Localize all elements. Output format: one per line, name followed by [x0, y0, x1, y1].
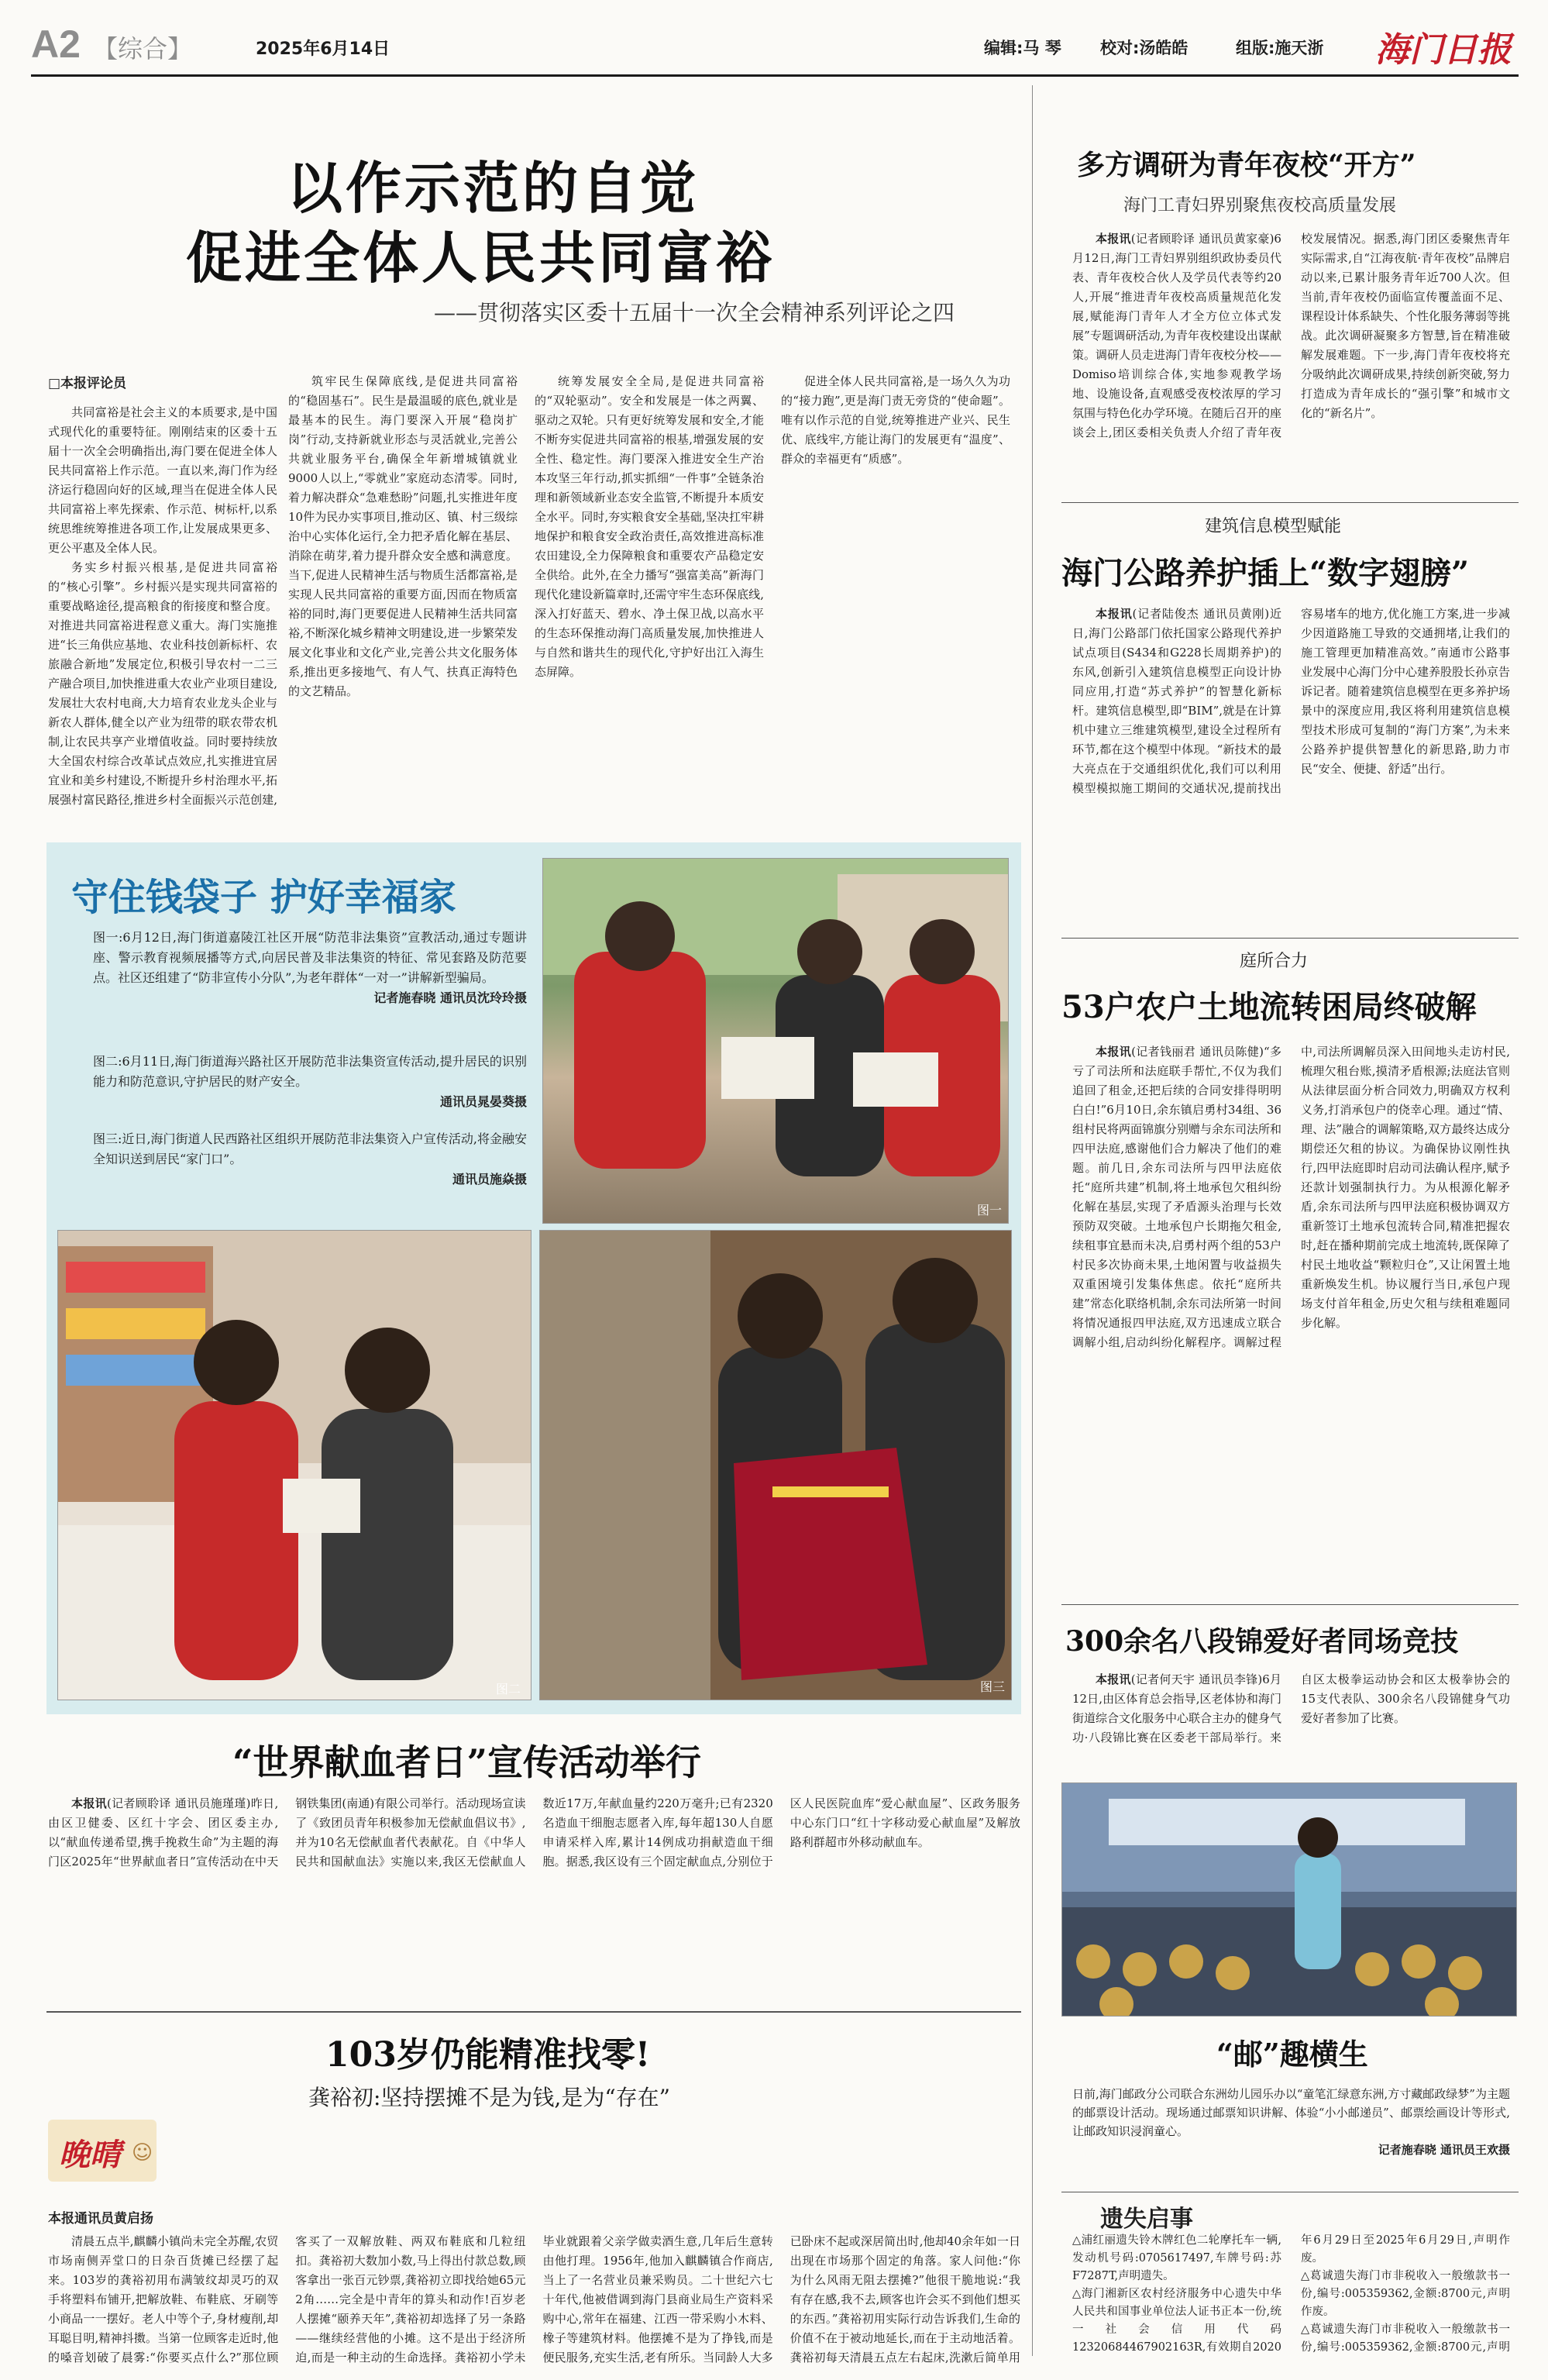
photo-label: 图三: [979, 1679, 1005, 1694]
post-photo-illustration: [1062, 1783, 1516, 2016]
post-photo: [1061, 1782, 1517, 2017]
editorial-title-line2: 促进全体人民共同富裕: [186, 225, 776, 291]
youth-subtitle: 海门工青妇界别聚焦夜校高质量发展: [1123, 196, 1397, 215]
editor-credit: 编辑:马 琴: [984, 39, 1061, 57]
article-text: (记者陆俊杰 通讯员黄刚)近日,海门公路部门依托国家公路现代养护试点项目(S434和G228长周期养护)的东风,创新引入建筑信息模型正向设计协同应用,打造“苏式养护”的智慧化新标杆。建筑信息模型,即“BIM”,就是在计算机中建立三维建筑模型,建设全过程所有环节,都在这个模型中体现。“新技术的最大亮点在于交通组织优化,我们可以利用模型模拟施工期间的交通状况,提前找出容易堵车的地方,优化施工方案,进一步减少因道路施工导致的交通拥堵,让我们的施工管理更加精准高效。”南通市公路事业发展中心海门分中心建养股股长孙京告诉记者。随着建筑信息模型在更多养护场景中的深度应用,我区将利用建筑信息模型技术形成可复制的“海门方案”,为未来公路养护提供智慧化的新思路,助力市民“安全、便捷、舒适”出行。: [1072, 607, 1510, 795]
page-number: A2: [31, 22, 81, 66]
highway-kicker: 建筑信息模型赋能: [1205, 517, 1342, 536]
youth-body: [1072, 229, 1510, 477]
elder-byline: 本报通讯员黄启扬: [48, 2211, 153, 2227]
proofreader-credit: 校对:汤皓皓: [1100, 39, 1189, 57]
editorial-subtitle: ——贯彻落实区委十五届十一次全会精神系列评论之四: [434, 300, 955, 325]
elder-subtitle: 龚裕初:坚持摆摊不是为钱,是为“存在”: [308, 2085, 670, 2110]
editorial-column-2: [288, 372, 518, 806]
caption-credit: 通讯员施焱摄: [452, 1172, 527, 1187]
layout-credit: 组版:施天浙: [1236, 39, 1324, 57]
editorial-byline: □本报评论员: [48, 376, 127, 391]
blood-paragraph: [48, 1794, 1020, 1872]
highway-rule: [1061, 938, 1519, 939]
editorial-column-3: [535, 372, 764, 806]
post-title: “邮”趣横生: [1216, 2037, 1368, 2072]
feature-panel: [46, 842, 1021, 1714]
article-text: (记者何天宇 通讯员李锋)6月12日,由区体育总会指导,区老体协和海门街道综合文化服务中心联合主办的健身气功·八段锦比赛在区委老干部局举行。来自区太极拳运动协会和区太极拳协会的15支代表队、300余名八段锦健身气功爱好者参加了比赛。: [1072, 1672, 1510, 1745]
caption-text: 图三:近日,海门街道人民西路社区组织开展防范非法集资入户宣传活动,将金融安全知识送到居民“家门口”。: [93, 1131, 527, 1166]
land-paragraph: [1072, 1042, 1510, 1352]
blood-rule: [46, 2011, 1021, 2013]
editorial-paragraph: 筑牢民生保障底线,是促进共同富裕的“稳固基石”。民生是最温暖的底色,就业是最基本的民生。海门要深入开展“稳岗扩岗”行动,支持新就业形态与灵活就业,完善公共就业服务平台,确保全年新增城镇就业9000人以上,“零就业”家庭动态清零。同时,着力解决群众“急难愁盼”问题,扎实推进年度10件为民办实事项目,推动区、镇、村三级综治中心实体化运行,全力把矛盾化解在基层、消除在萌芽,着力提升群众安全感和满意度。当下,促进人民精神生活与物质生活都富裕,是实现人民共同富裕的重要方面,因而在物质富裕的同时,海门更要促进人民精神生活共同富裕,不断深化城乡精神文明建设,进一步繁荣发展文化事业和文化产业,完善公共文化服务体系,推出更多接地气、有人气、扶真正海特色的文艺精品。: [288, 374, 518, 698]
elder-couple-icon: ☺: [132, 2141, 153, 2165]
issue-date: 2025年6月14日: [256, 40, 390, 59]
editorial-column-1: [48, 403, 277, 806]
editorial-paragraph: 统筹发展安全全局,是促进共同富裕的“双轮驱动”。安全和发展是一体之两翼、驱动之双轮。只有更好统筹发展和安全,才能不断夯实促进共同富裕的根基,增强发展的安全性、稳定性。海门要深入推进安全生产治本攻坚三年行动,抓实抓细“一件事”全链条治理和新领域新业态安全监管,不断提升本质安全水平。同时,夯实粮食安全基础,坚决扛牢耕地保护和粮食安全政治责任,高效推进高标准农田建设,全力保障粮食和重要农产品稳定安全供给。此外,在全力播写“强富美高”新海门现代化建设新篇章时,还需守牢生态环保底线,深入打好蓝天、碧水、净土保卫战,以高水平的生态环保推动海门高质量发展,加快推进人与自然和谐共生的现代化,守护好出江入海生态屏障。: [535, 374, 764, 679]
caption-credit: 通讯员晁晏葵摄: [439, 1094, 527, 1109]
dance-title: 300余名八段锦爱好者同场竞技: [1065, 1625, 1459, 1658]
elder-body: [48, 2232, 1020, 2370]
photo-3: [539, 1230, 1012, 1700]
notice-item: △浦红丽遗失铃木牌红色二轮摩托车一辆,发动机号码:0705617497,车牌号码:苏F7287T,声明遗失。: [1072, 2234, 1281, 2282]
highway-title: 海门公路养护插上“数字翅膀”: [1061, 555, 1470, 591]
youth-rule: [1061, 502, 1519, 503]
blood-body: [48, 1794, 1020, 1996]
highway-body: [1072, 604, 1510, 922]
caption-text: 图一:6月12日,海门街道嘉陵江社区开展“防范非法集资”宣教活动,通过专题讲座、警示教育视频展播等方式,向居民普及非法集资的特征、常见套路及防范要点。社区还组建了“防非宣传小分队”,为老年群体“一对一”讲解新型骗局。: [93, 930, 527, 985]
column-logo: [48, 2120, 157, 2182]
paper-logo: 海门日报: [1375, 30, 1512, 70]
lead-tag: 本报讯: [1096, 1045, 1132, 1059]
elder-paragraph: 清晨五点半,麒麟小镇尚未完全苏醒,农贸市场南侧弄堂口的日杂百货摊已经摆了起来。103岁的龚裕初用布满皱纹却灵巧的双手将塑料布铺开,把解放鞋、布鞋底、牙刷等小商品一一摆好。老人中等个子,身材瘦削,却耳聪目明,精神抖擞。当第一位顾客走近时,他的嗓音划破了晨雾:“你要买点什么?”那位顾客买了一双解放鞋、两双布鞋底和几粒纽扣。龚裕初大数加小数,马上得出付款总数,顾客拿出一张百元钞票,龚裕初立即找给她65元2角……完全是中青年的算头和动作!百岁老人摆摊“颐养天年”,龚裕初却选择了另一条路——继续经营他的小摊。这不是出于经济所迫,而是一种主动的生命选择。龚裕初小学未毕业就跟着父亲学做卖酒生意,几年后生意转由他打理。1956年,他加入麒麟镇合作商店,当上了一名营业员兼采购员。二十世纪六七十年代,他被借调到海门县商业局生产资料采购中心,常年在福建、江西一带采购小木料、橡子等建筑材料。他摆摊不是为了挣钱,而是便民服务,充实生活,老有所乐。当同龄人大多已卧床不起或深居简出时,他却40余年如一日出现在市场那个固定的角落。家人问他:“你为什么风雨无阻去摆摊?”他很干脆地说:“我有存在感,我不去,顾客也许会买不到他们想买的东西。”龚裕初用实际行动告诉我们,生命的价值不在于被动地延长,而在于主动地活着。龚裕初每天清晨五点左右起床,洗漱后简单用: [48, 2234, 1020, 2365]
notice-item: △葛诚遗失海门市非税收入一般缴款书一份,编号:005359362,金额:8700元,声明作废。: [1301, 2270, 1510, 2318]
lead-tag: 本报讯: [1096, 1672, 1131, 1686]
land-kicker: 庭所合力: [1240, 952, 1309, 971]
land-title: 53户农户土地流转困局终破解: [1061, 989, 1477, 1025]
dance-body: [1072, 1670, 1510, 1763]
column-logo-text: 晚晴: [59, 2137, 121, 2173]
notice-item: △葛诚遗失海门市非税收入一般缴款书一份,编号:005359362,金额:8700元,声明: [1301, 2323, 1510, 2354]
caption-credit: 记者施春晓 通讯员沈玲玲摄: [373, 990, 527, 1005]
caption-credit: 记者施春晓 通讯员王欢摄: [1378, 2143, 1510, 2157]
photo-1: [542, 858, 1009, 1224]
lead-tag: 本报讯: [1096, 232, 1131, 246]
youth-paragraph: [1072, 229, 1510, 443]
article-text: (记者钱丽君 通讯员陈健)“多亏了司法所和法庭联手帮忙,不仅为我们追回了租金,还把后续的合同安排得明明白白!”6月10日,余东镇启勇村34组、36组村民将两面锦旗分别赠与余东司法所和四甲法庭,感谢他们合力解决了他们的难题。前几日,余东司法所与四甲法庭依托“庭所共建”机制,将土地承包欠租纠纷化解在基层,实现了矛盾源头治理与长效预防双突破。土地承包户长期拖欠租金,续租事宜悬而未决,启勇村两个组的53户村民多次协商未果,土地闲置与收益损失双重困境引发集体焦虑。依托“庭所共建”常态化联络机制,余东司法所第一时间将情况通报四甲法庭,双方迅速成立联合调解小组,启动纠纷化解程序。调解过程中,司法所调解员深入田间地头走访村民,梳理欠租台账,摸清矛盾根源;法庭法官则从法律层面分析合同效力,明确双方权利义务,打消承包户的侥幸心理。通过“情、理、法”融合的调解策略,双方最终达成分期偿还欠租的协议。为确保协议刚性执行,四甲法庭即时启动司法确认程序,赋予还款计划强制执行力。为从根源化解矛盾,余东司法所与四甲法庭积极协调双方重新签订土地承包流转合同,精准把握农时,赶在播种期前完成土地流转,既保障了村民土地收益“颗粒归仓”,又让闲置土地重新焕发生机。协议履行当日,承包户现场支付首年租金,历史欠租与续租难题同步化解。: [1072, 1045, 1510, 1349]
highway-paragraph: [1072, 604, 1510, 798]
notice-item: △海门湘新区农村经济服务中心遗失中华人民共和国事业单位法人证书正本一份,统一社会信用代码12320684467902163R,有效期自2020年6月29日至2025年6月29日,声明作废。: [1072, 2234, 1510, 2354]
editorial-paragraph: 促进全体人民共同富裕,是一场久久为功的“接力跑”,更是海门责无旁贷的“使命题”。唯有以作示范的自觉,统筹推进产业兴、民生优、底线牢,方能让海门的发展更有“温度”、群众的幸福更有“质感”。: [781, 374, 1010, 466]
feature-caption-2: [93, 1052, 527, 1112]
caption-text: 图二:6月11日,海门街道海兴路社区开展防范非法集资宣传活动,提升居民的识别能力和防范意识,守护居民的财产安全。: [93, 1054, 527, 1089]
blood-title: “世界献血者日”宣传活动举行: [232, 1741, 701, 1783]
land-rule: [1061, 1604, 1519, 1605]
editorial-paragraph: 务实乡村振兴根基,是促进共同富裕的“核心引擎”。乡村振兴是实现共同富裕的重要战略途径,提高粮食的衔接度和整合度。对推进共同富裕进程意义重大。海门实施推进“长三角供应基地、农业科技创新标杆、农旅融合新地”发展定位,积极引导农村一二三产融合项目,加快推进重大农业产业项目建设,发展壮大农村电商,大力培育农业龙头企业与新农人群体,健全以产业为纽带的联农带农机制,让农民共享产业增值收益。同时要持续放大全国农村综合改革试点效应,扎实推进宜居宜业和美乡村建设,不断提升乡村治理水平,拓展强村富民路径,推进乡村全面振兴示范创建,: [48, 560, 277, 806]
lead-tag: 本报讯: [71, 1796, 107, 1810]
feature-title: 守住钱袋子 护好幸福家: [71, 876, 456, 919]
article-text: (记者顾聆译 通讯员施瑾瑾)昨日,由区卫健委、区红十字会、团区委主办,以“献血传递希望,携手挽救生命”为主题的海门区2025年“世界献血者日”宣传活动在中天钢铁集团(南通)有限公司举行。活动现场宣读了《致团员青年积极参加无偿献血倡议书》,并为10名无偿献血者代表献花。自《中华人民共和国献血法》实施以来,我区无偿献血人数近17万,年献血量约220万毫升;已有2320名造血干细胞志愿者入库,每年超130人自愿申请采样入库,累计14例成功捐献造血干细胞。据悉,我区设有三个固定献血点,分别位于区人民医院血库“爱心献血屋”、区政务服务中心东门口“红十字移动爱心献血屋”及解放路利群超市外移动献血车。: [48, 1796, 1020, 1869]
caption-text: 日前,海门邮政分公司联合东洲幼儿园乐办以“童笔汇绿意东洲,方寸藏邮政绿梦”为主题的邮票设计活动。现场通过邮票知识讲解、体验“小小邮递员”、邮票绘画设计等形式,让邮政知识浸润童心。: [1072, 2087, 1510, 2138]
land-body: [1072, 1042, 1510, 1589]
column-divider: [1032, 85, 1033, 2356]
masthead: [31, 22, 1519, 71]
photo-label: 图二: [496, 1682, 521, 1696]
editorial-title-line1: 以作示范的自觉: [287, 155, 700, 221]
photo-2-illustration: [58, 1231, 531, 1700]
lead-tag: 本报讯: [1096, 607, 1133, 621]
photo-3-illustration: [540, 1231, 1011, 1700]
post-caption: [1072, 2085, 1510, 2159]
editorial-paragraph: 共同富裕是社会主义的本质要求,是中国式现代化的重要特征。刚刚结束的区委十五届十一次全会明确指出,海门要在促进全体人民共同富裕上作示范。一直以来,海门作为经济运行稳固向好的区域,理当在促进全体人民共同富裕上率先探索、作示范、树标杆,以系统思维统筹推进各项工作,让发展成果更多、更公平惠及全体人民。: [48, 405, 277, 555]
feature-caption-3: [93, 1129, 527, 1190]
notices-list: [1072, 2232, 1510, 2371]
masthead-rule: [31, 74, 1519, 77]
section-label: 【综合】: [93, 34, 193, 64]
notices-title: 遗失启事: [1100, 2206, 1193, 2233]
article-text: (记者顾聆译 通讯员黄家豪)6月12日,海门工青妇界别组织政协委员代表、青年夜校合伙人及学员代表等约20人,开展“推进青年夜校高质量规范化发展,赋能海门青年人才全方位立体式发展”专题调研活动,为青年夜校建设出谋献策。调研人员走进海门青年夜校分校——Domiso培训综合体,实地参观教学场地、设施设备,直观感受夜校浓厚的学习氛围与特色化办学环境。在随后召开的座谈会上,团区委相关负责人介绍了青年夜校发展情况。据悉,海门团区委聚焦青年实际需求,自“江海夜航·青年夜校”品牌启动以来,已累计服务青年近700人次。但当前,青年夜校仍面临宣传覆盖面不足、课程设计体系缺失、个性化服务薄弱等挑战。此次调研凝聚多方智慧,旨在精准破解发展难题。下一步,海门青年夜校将充分吸纳此次调研成果,持续创新突破,努力打造成为青年成长的“强引擎”和城市文化的“新名片”。: [1072, 232, 1510, 439]
photo-2: [57, 1230, 531, 1700]
dance-paragraph: [1072, 1670, 1510, 1748]
elder-title: 103岁仍能精准找零!: [325, 2035, 651, 2075]
youth-title: 多方调研为青年夜校“开方”: [1077, 149, 1416, 181]
photo-1-illustration: [543, 859, 1008, 1223]
editorial-column-4: [781, 372, 1010, 806]
photo-label: 图一: [976, 1203, 1002, 1218]
feature-caption-1: [93, 928, 527, 1008]
